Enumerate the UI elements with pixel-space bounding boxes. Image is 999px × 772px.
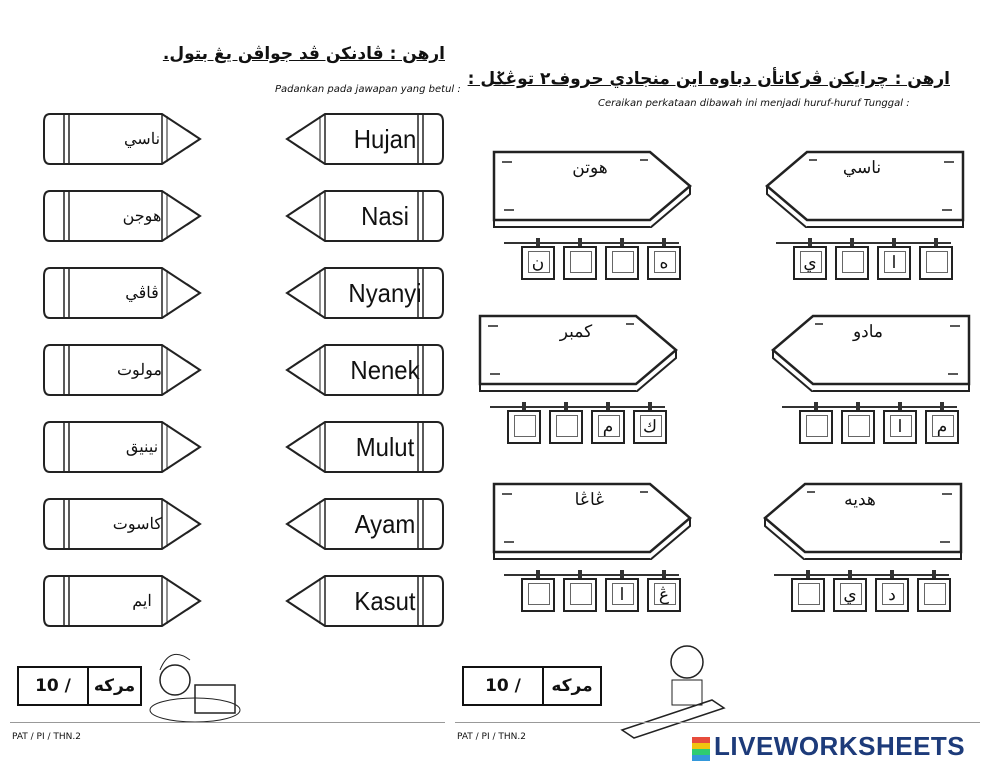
letter-boxes [504,238,679,286]
letter-box[interactable] [799,410,833,444]
jawi-word: كاسوت [112,514,162,533]
jawi-pencil[interactable] [42,187,202,245]
rumi-pencil[interactable] [285,572,445,630]
letter-box[interactable]: م [925,410,959,444]
word-sign [490,148,690,223]
letter-box[interactable]: ا [877,246,911,280]
jawi-pencil[interactable] [42,110,202,168]
right-instruction-jawi: ارهن : چرايكن ڤركاتأن دباوه اين منجادي حروف٢ توڠݢل : [467,69,950,89]
letter-box[interactable] [563,246,597,280]
letter-box[interactable]: ڠ [647,578,681,612]
hanging-string [504,242,679,244]
rumi-pencil[interactable] [285,495,445,553]
rumi-word: Kasut [354,586,416,616]
rumi-word: Nyanyi [348,278,422,308]
letter-box[interactable] [791,578,825,612]
score-value: 10 / [464,668,544,704]
jawi-word: نينيق [125,437,159,456]
sign-word: هديه [844,490,876,510]
sign-word: ڠاڠا [574,490,606,510]
boy-on-pencil-illustration [612,640,732,740]
rumi-pencil[interactable] [285,187,445,245]
hanging-string [782,406,957,408]
jawi-pencil[interactable] [42,418,202,476]
sign-word: ناسي [842,158,882,178]
left-footer-rule [10,722,445,723]
left-instruction-rumi: Padankan pada jawapan yang betul : [275,84,461,95]
rumi-word: Ayam [354,509,416,539]
jawi-word: ناسي [123,129,161,148]
jawi-word: ڤاڤي [125,283,159,302]
right-footer: PAT / PI / THN.2 [457,732,526,742]
word-sign [490,480,690,555]
left-score-box [17,666,142,706]
sign-word: مادو [852,322,884,342]
rumi-pencil[interactable] [285,264,445,322]
liveworksheets-logo [692,731,992,767]
letter-box[interactable]: ه [647,246,681,280]
letter-box[interactable] [521,578,555,612]
jawi-pencil[interactable] [42,572,202,630]
jawi-word: ايم [132,591,152,610]
letter-box[interactable] [919,246,953,280]
letter-box[interactable]: م [591,410,625,444]
letter-box[interactable] [549,410,583,444]
score-label: مركه [93,676,136,696]
rumi-pencil[interactable] [285,418,445,476]
letter-box[interactable]: ي [793,246,827,280]
hanging-string [504,574,679,576]
jawi-pencil[interactable] [42,264,202,322]
letter-box[interactable]: ن [521,246,555,280]
rumi-word: Nenek [350,355,420,385]
right-instruction-rumi: Ceraikan perkataan dibawah ini menjadi huruf-huruf Tunggal : [598,98,910,109]
letter-box[interactable] [835,246,869,280]
letter-box[interactable]: ا [883,410,917,444]
score-value: 10 / [19,668,89,704]
girl-reading-illustration [140,640,250,730]
letter-box[interactable]: ا [605,578,639,612]
letter-box[interactable] [917,578,951,612]
letter-box[interactable] [605,246,639,280]
word-sign [762,148,962,223]
right-score-box [462,666,602,706]
rumi-word: Hujan [353,124,417,154]
letter-box[interactable] [563,578,597,612]
rumi-pencil[interactable] [285,341,445,399]
letter-boxes [776,238,951,286]
letter-box[interactable]: ي [833,578,867,612]
word-sign [476,312,676,387]
hanging-string [490,406,665,408]
right-footer-rule [455,722,980,723]
rumi-pencil[interactable] [285,110,445,168]
left-footer: PAT / PI / THN.2 [12,732,81,742]
hanging-string [776,242,951,244]
hanging-string [774,574,949,576]
letter-box[interactable] [841,410,875,444]
rumi-word: Mulut [355,432,415,462]
letter-box[interactable]: د [875,578,909,612]
letter-box[interactable]: ك [633,410,667,444]
jawi-pencil[interactable] [42,341,202,399]
jawi-pencil[interactable] [42,495,202,553]
sign-word: هوتن [572,158,608,178]
logo-text: LIVEWORKSHEETS [714,731,966,761]
letter-boxes [504,570,679,618]
rumi-word: Nasi [361,201,409,231]
score-label: مركه [551,676,593,696]
letter-boxes [782,402,957,450]
word-sign [760,480,960,555]
letter-boxes [490,402,665,450]
jawi-word: هوجن [122,206,162,225]
letter-boxes [774,570,949,618]
logo-icon [692,737,710,761]
word-sign [768,312,968,387]
sign-word: كمبر [559,322,593,342]
letter-box[interactable] [507,410,541,444]
jawi-word: مولوت [116,360,162,379]
left-instruction-jawi: ارهن : ڤادنكن ڤد جواڤن يڠ بتول. [162,44,445,64]
